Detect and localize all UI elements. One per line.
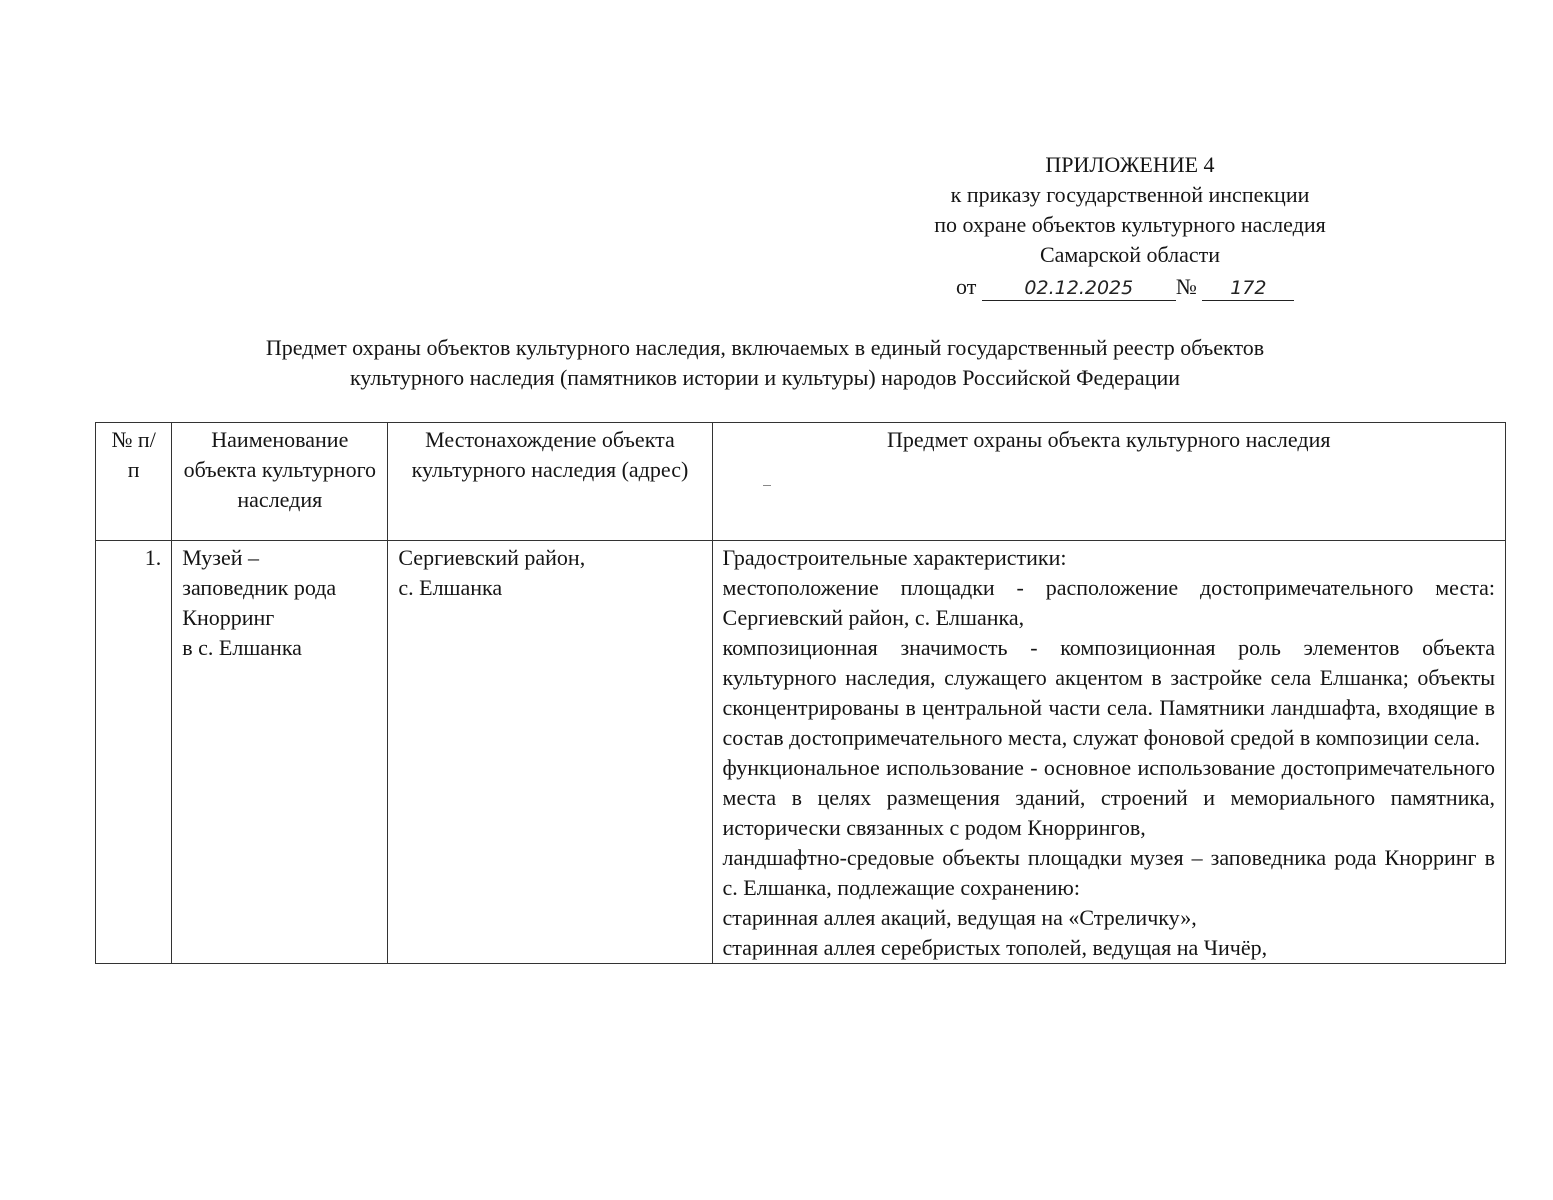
table-row	[96, 541, 1506, 964]
order-number: 172	[1202, 276, 1294, 301]
column-header-subject: Предмет охраны объекта культурного наследия	[712, 423, 1505, 541]
column-header-name: Наименование объекта культурного наследия	[172, 423, 388, 541]
number-label: №	[1175, 274, 1197, 299]
title-line-2: культурного наследия (памятников истории и культуры) народов Российской Федерации	[349, 365, 1181, 390]
object-location	[388, 541, 712, 964]
column-header-location: Местонахождение объекта культурного наследия (адрес)	[388, 423, 712, 541]
object-name-line: Музей –	[182, 545, 260, 570]
appendix-line-3: Самарской области	[1039, 242, 1221, 267]
object-name-line: в с. Елшанка	[182, 635, 302, 660]
heritage-table	[95, 422, 1506, 964]
subject-paragraph: функциональное использование - основное использование достопримечательного места в целях размещения зданий, строений и мемориального памятника, исторически связанных с родом Кноррингов,	[722, 755, 1495, 840]
subject-paragraph: местоположение площадки - расположение достопримечательного места: Сергиевский район, с. Елшанка,	[722, 575, 1495, 630]
appendix-line-2: по охране объектов культурного наследия	[934, 212, 1326, 237]
object-name-line: Кнорринг	[182, 605, 275, 630]
appendix-line-1: к приказу государственной инспекции	[950, 182, 1310, 207]
order-date: 02.12.2025	[982, 276, 1176, 301]
subject-paragraph: Градостроительные характеристики:	[722, 545, 1067, 570]
table-header-row	[96, 423, 1506, 541]
title-line-1: Предмет охраны объектов культурного наследия, включаемых в единый государственный реестр объектов	[265, 335, 1265, 360]
location-line: Сергиевский район,	[398, 545, 586, 570]
subject-paragraph: ландшафтно-средовые объекты площадки музея – заповедника рода Кнорринг в с. Елшанка, подлежащие сохранению:	[722, 845, 1495, 900]
order-reference	[880, 272, 1380, 302]
location-line: с. Елшанка	[398, 575, 503, 600]
document-title	[100, 333, 1430, 393]
column-header-number: № п/п	[96, 423, 172, 541]
subject-paragraph: старинная аллея акаций, ведущая на «Стреличку»,	[722, 905, 1197, 930]
object-name-line: заповедник рода	[182, 575, 337, 600]
protection-subject	[712, 541, 1505, 964]
subject-paragraph: старинная аллея серебристых тополей, ведущая на Чичёр,	[722, 935, 1268, 960]
object-name	[172, 541, 388, 964]
scan-mark	[763, 485, 771, 486]
appendix-number: ПРИЛОЖЕНИЕ 4	[1045, 152, 1215, 177]
row-number: 1.	[96, 541, 172, 964]
from-label: от	[956, 274, 977, 299]
subject-paragraph: композиционная значимость - композиционная роль элементов объекта культурного наследия, служащего акцентом в застройке села Елшанка; объекты сконцентрированы в центральной части села. Памятники ландшафта, входящие в состав достопримечательного места, служат фоновой средой в композиции села.	[722, 635, 1495, 750]
appendix-header	[880, 150, 1380, 302]
